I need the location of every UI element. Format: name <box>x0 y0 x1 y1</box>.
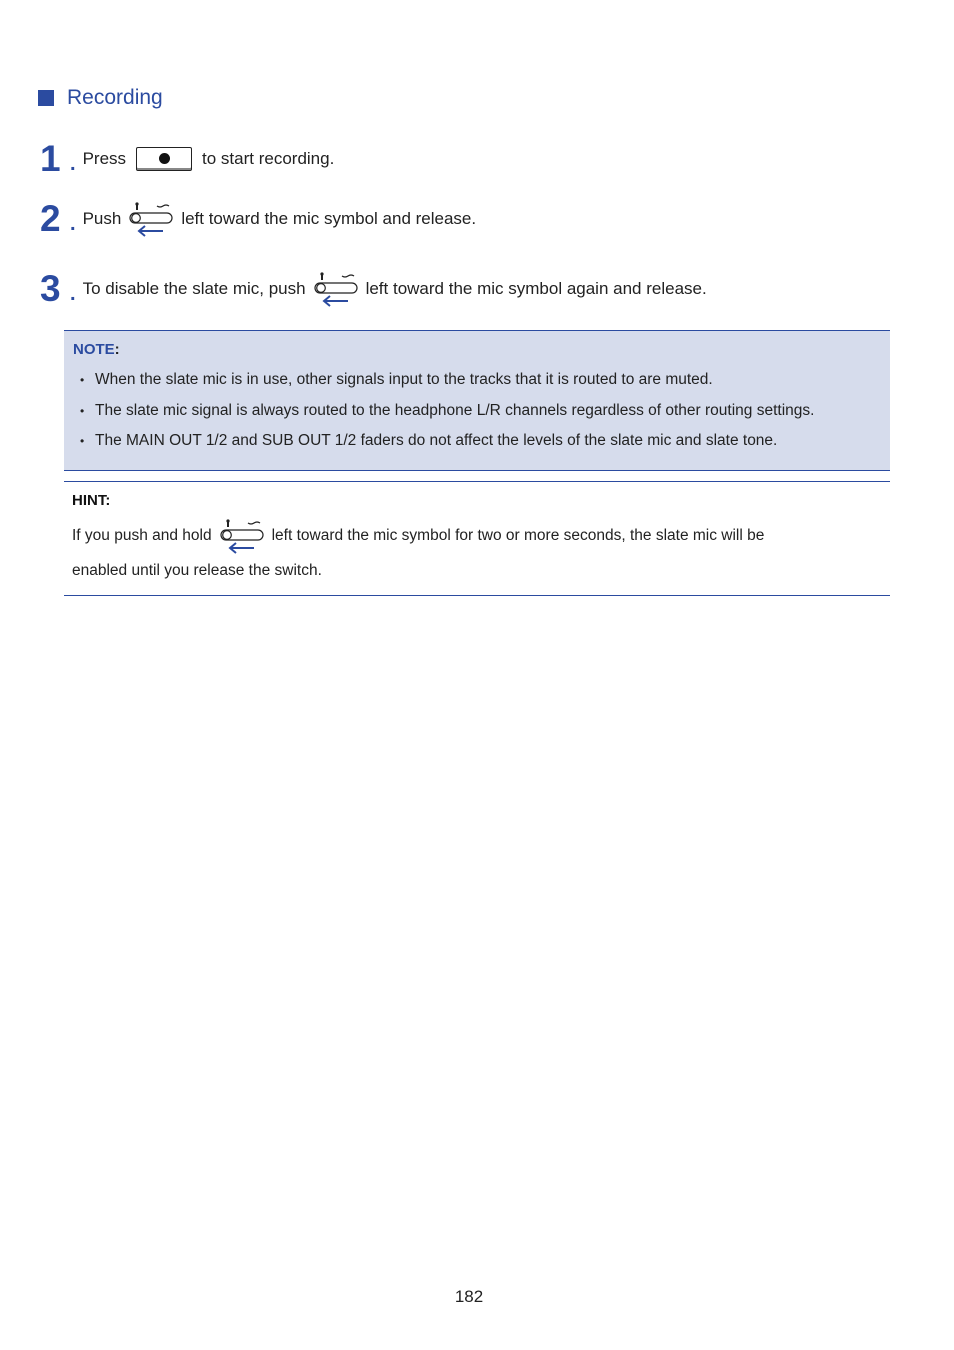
list-item <box>80 371 814 402</box>
step-text-before: Push <box>82 208 122 228</box>
note-list <box>80 371 814 463</box>
hint-line-1 <box>72 518 764 554</box>
bullet-icon: • <box>80 434 85 448</box>
slate-switch-icon <box>218 518 266 554</box>
step-3 <box>40 270 707 307</box>
hint-text-before: If you push and hold <box>72 527 212 544</box>
step-dot: . <box>70 153 76 175</box>
note-item-text: When the slate mic is in use, other signals input to the tracks that it is routed to are muted. <box>95 371 713 388</box>
step-number: 3 <box>40 268 60 309</box>
note-colon: : <box>114 341 120 358</box>
list-item <box>80 402 814 433</box>
page-number: 182 <box>454 1287 484 1306</box>
step-text-after: left toward the mic symbol and release. <box>181 208 477 228</box>
step-dot: . <box>70 283 76 305</box>
step-dot: . <box>70 213 76 235</box>
hint-title: HINT: <box>72 492 111 509</box>
hint-text-after: left toward the mic symbol for two or more seconds, the slate mic will be <box>271 527 765 544</box>
section-heading <box>38 86 163 110</box>
slate-switch-icon <box>312 271 360 307</box>
step-text-before: To disable the slate mic, push <box>82 278 306 298</box>
bullet-icon: • <box>80 403 85 418</box>
step-text-after: to start recording. <box>202 148 335 168</box>
step-1 <box>40 140 334 177</box>
list-item <box>80 432 814 463</box>
section-title: Recording <box>67 86 163 109</box>
step-number: 2 <box>40 198 60 239</box>
record-button-icon <box>136 147 192 171</box>
hint-line-2: enabled until you release the switch. <box>72 562 322 579</box>
record-dot-icon <box>159 153 170 164</box>
note-title-text: NOTE <box>73 341 115 358</box>
note-item-text: The slate mic signal is always routed to the headphone L/R channels regardless of other routing settings. <box>95 401 815 419</box>
step-2 <box>40 200 476 237</box>
step-text-before: Press <box>82 148 127 168</box>
bullet-icon: • <box>80 373 85 387</box>
note-item-text: The MAIN OUT 1/2 and SUB OUT 1/2 faders do not affect the levels of the slate mic and slate tone. <box>95 432 778 449</box>
note-title <box>73 341 120 358</box>
hint-box <box>64 481 890 596</box>
note-box <box>64 330 890 471</box>
slate-switch-icon <box>127 201 175 237</box>
step-number: 1 <box>40 138 60 179</box>
section-square-icon <box>38 90 54 106</box>
step-text-after: left toward the mic symbol again and release. <box>365 278 707 298</box>
